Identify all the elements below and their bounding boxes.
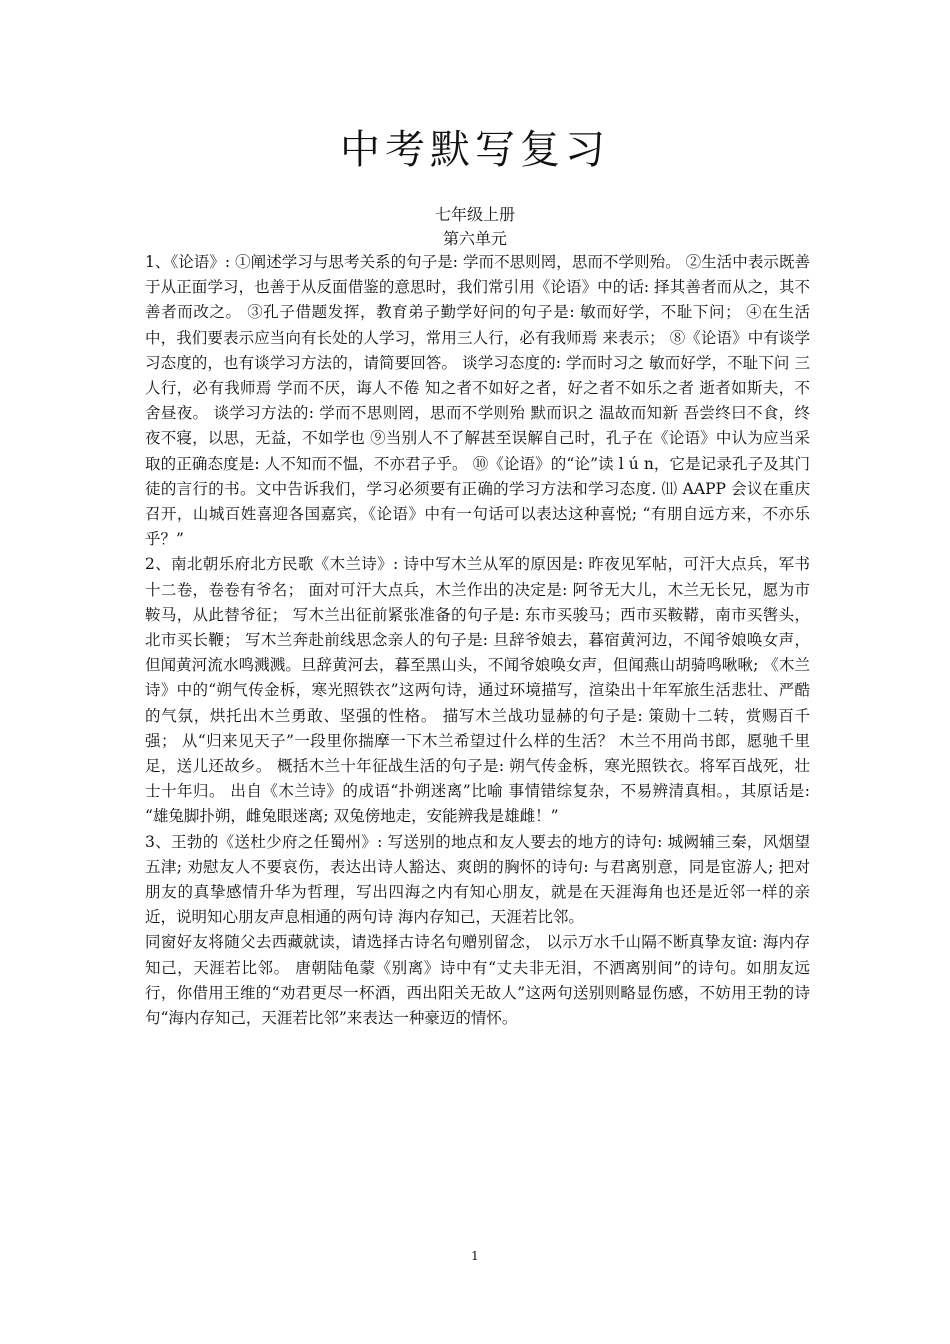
page-number: 1 [471, 1249, 479, 1263]
paragraph-analects: 1、《论语》: ①阐述学习与思考关系的句子是: 学而不思则罔，思而不学则殆。 ②生活中表示既善于从正面学习，也善于从反面借鉴的意思时，我们常引用《论语》中的话: 择其善者而从之，其不善者而改之。 ③孔子借题发挥，教育弟子勤学好问的句子是: 敏而好学，不耻下问； ④在生活中，我们要表示应当向有长处的人学习，常用三人行，必有我师焉 来表示； ⑧《论语》中有谈学习态度的，也有谈学习方法的，请简要回答。 谈学习态度的: 学而时习之 敏而好学，不耻下问 三人行，必有我师焉 学而不厌，诲人不倦 知之者不如好之者，好之者不如乐之者 逝者如斯夫，不舍昼夜。 谈学习方法的: 学而不思则罔，思而不学则殆 默而识之 温故而知新 吾尝终曰不食，终夜不寝，以思，无益，不如学也 ⑨当别人不了解甚至误解自己时，孔子在《论语》中认为应当采取的正确态度是: 人不知而不愠，不亦君子乎。 ⑩《论语》的“论”读 l ú n，它是记录孔子及其门徒的言行的书。文中告诉我们，学习必须要有正确的学习方法和学习态度. ⑾ AAPP 会议在重庆召开，山城百姓喜迎各国嘉宾，《论语》中有一句话可以表达这种喜悦; “有朋自远方来，不亦乐乎？” [145, 253, 810, 549]
grade-heading: 七年级上册 [434, 205, 515, 224]
paragraph-farewell: 同窗好友将随父去西藏就读，请选择古诗名句赠别留念， 以示万水千山隔不断真挚友谊: 海内存知己，天涯若比邻。 唐朝陆龟蒙《别离》诗中有“丈夫非无泪，不洒离别间”的诗句。如朋友远行，你借用王维的“劝君更尽一杯酒，西出阳关无故人”这两句送别则略显伤感，不妨用王勃的诗句“海内存知己，天涯若比邻”来表达一种豪迈的情怀。 [145, 933, 810, 1028]
document-body [145, 250, 810, 1031]
document-title: 中考默写复习 [340, 127, 610, 173]
paragraph-wangbo: 3、王勃的《送杜少府之任蜀州》: 写送别的地点和友人要去的地方的诗句: 城阙辅三秦，风烟望五津; 劝慰友人不要哀伤，表达出诗人豁达、爽朗的胸怀的诗句: 与君离别意，同是宦游人; 把对朋友的真挚感情升华为哲理，写出四海之内有知心朋友，就是在天涯海角也还是近邻一样的亲近，说明知心朋友声息相通的两句诗 海内存知己，天涯若比邻。 [145, 832, 810, 927]
paragraph-mulan: 2、南北朝乐府北方民歌《木兰诗》: 诗中写木兰从军的原因是: 昨夜见军帖，可汗大点兵，军书十二卷，卷卷有爷名； 面对可汗大点兵，木兰作出的决定是: 阿爷无大儿，木兰无长兄，愿为市鞍马，从此替爷征； 写木兰出征前紧张准备的句子是: 东市买骏马；西市买鞍鞯，南市买辔头，北市买长鞭； 写木兰奔赴前线思念亲人的句子是: 旦辞爷娘去，暮宿黄河边，不闻爷娘唤女声，但闻黄河流水鸣溅溅。旦辞黄河去，暮至黑山头，不闻爷娘唤女声，但闻燕山胡骑鸣啾啾; 《木兰诗》中的“朔气传金柝，寒光照铁衣”这两句诗，通过环境描写，渲染出十年军旅生活悲壮、严酷的气氛，烘托出木兰勇敢、坚强的性格。 描写木兰战功显赫的句子是: 策勋十二转，赏赐百千强； 从“归来见天子”一段里你揣摩一下木兰希望过什么样的生活？ 木兰不用尚书郎，愿驰千里足，送儿还故乡。 概括木兰十年征战生活的句子是: 朔气传金柝，寒光照铁衣。将军百战死，壮士十年归。 出自《木兰诗》的成语“扑朔迷离”比喻 事情错综复杂，不易辨清真相。，其原话是: “雄兔脚扑朔，雌兔眼迷离; 双兔傍地走，安能辨我是雄雌！” [145, 555, 810, 826]
unit-heading: 第六单元 [442, 229, 507, 248]
